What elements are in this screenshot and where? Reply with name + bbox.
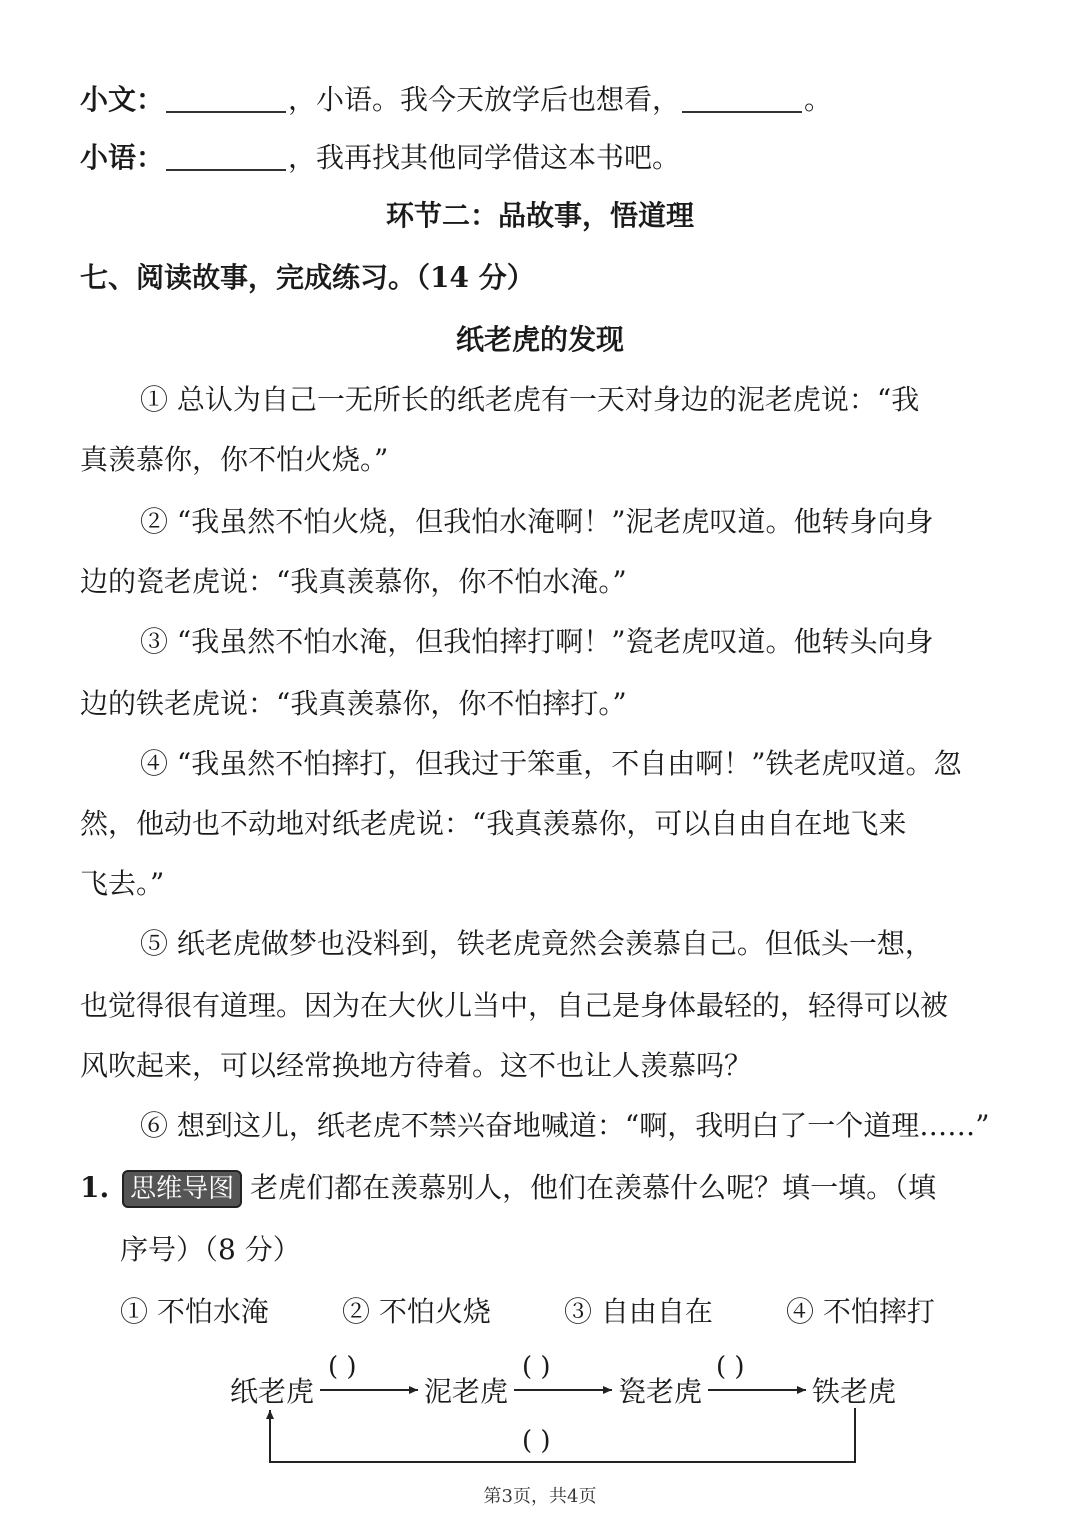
xiaoyu-line: [80, 138, 680, 178]
story-title: 纸老虎的发现: [455, 323, 624, 356]
dialogue-text: 。: [804, 83, 833, 116]
answer-blank[interactable]: [682, 81, 802, 113]
option-2: ② 不怕火烧: [342, 1295, 491, 1328]
answer-blank[interactable]: [166, 81, 286, 113]
question-heading: 七、阅读故事，完成练习。（14 分）: [80, 261, 535, 294]
q1-line: [80, 1168, 936, 1208]
story-line: 风吹起来，可以经常换地方待着。这不也让人羡慕吗？: [80, 1049, 753, 1082]
option-4: ④ 不怕摔打: [786, 1295, 935, 1328]
speaker-label: 小语：: [80, 141, 165, 174]
story-line: ④ “我虽然不怕摔打，但我过于笨重，不自由啊！”铁老虎叹道。忽: [140, 747, 962, 780]
story-line: 边的瓷老虎说：“我真羡慕你，你不怕水淹。”: [80, 565, 627, 598]
story-line: ② “我虽然不怕火烧，但我怕水淹啊！”泥老虎叹道。他转身向身: [140, 505, 934, 538]
story-line: 飞去。”: [80, 867, 165, 900]
story-line: ⑤ 纸老虎做梦也没料到，铁老虎竟然会羡慕自己。但低头一想，: [140, 927, 933, 960]
xiaowen-line: [80, 80, 832, 120]
answer-paren[interactable]: ( ): [522, 1426, 551, 1456]
story-line: ③ “我虽然不怕水淹，但我怕摔打啊！”瓷老虎叹道。他转头向身: [140, 625, 934, 658]
dialogue-text: ，我再找其他同学借这本书吧。: [288, 141, 681, 174]
option-1: ① 不怕水淹: [120, 1295, 269, 1328]
iron-tiger-node: 铁老虎: [812, 1375, 897, 1408]
q1-text-cont: 序号）（8 分）: [120, 1233, 301, 1266]
return-arrow-line: [270, 1408, 855, 1462]
answer-paren[interactable]: ( ): [522, 1352, 551, 1382]
option-3: ③ 自由自在: [564, 1295, 713, 1328]
story-line: 也觉得很有道理。因为在大伙儿当中，自己是身体最轻的，轻得可以被: [80, 989, 949, 1022]
dialogue-text: ，小语。我今天放学后也想看，: [288, 83, 681, 116]
q1-number: 1.: [80, 1171, 110, 1204]
answer-blank[interactable]: [166, 139, 286, 171]
clay-tiger-node: 泥老虎: [424, 1375, 509, 1408]
answer-paren[interactable]: ( ): [328, 1352, 357, 1382]
paper-tiger-node: 纸老虎: [230, 1375, 315, 1408]
section-title: 环节二：品故事，悟道理: [385, 199, 694, 232]
speaker-label: 小文：: [80, 83, 165, 116]
story-line: 然，他动也不动地对纸老虎说：“我真羡慕你，可以自由自在地飞来: [80, 807, 907, 840]
porcelain-tiger-node: 瓷老虎: [618, 1375, 703, 1408]
story-line: 真羡慕你，你不怕火烧。”: [80, 443, 389, 476]
story-line: ① 总认为自己一无所长的纸老虎有一天对身边的泥老虎说：“我: [140, 383, 920, 416]
story-line: ⑥ 想到这儿，纸老虎不禁兴奋地喊道：“啊，我明白了一个道理……”: [140, 1109, 990, 1142]
q1-text: 老虎们都在羡慕别人，他们在羡慕什么呢？填一填。（填: [250, 1171, 937, 1204]
mind-map-badge: 思维导图: [122, 1170, 242, 1208]
page-footer: 第3页，共4页: [483, 1486, 597, 1507]
answer-paren[interactable]: ( ): [716, 1352, 745, 1382]
story-line: 边的铁老虎说：“我真羡慕你，你不怕摔打。”: [80, 687, 627, 720]
